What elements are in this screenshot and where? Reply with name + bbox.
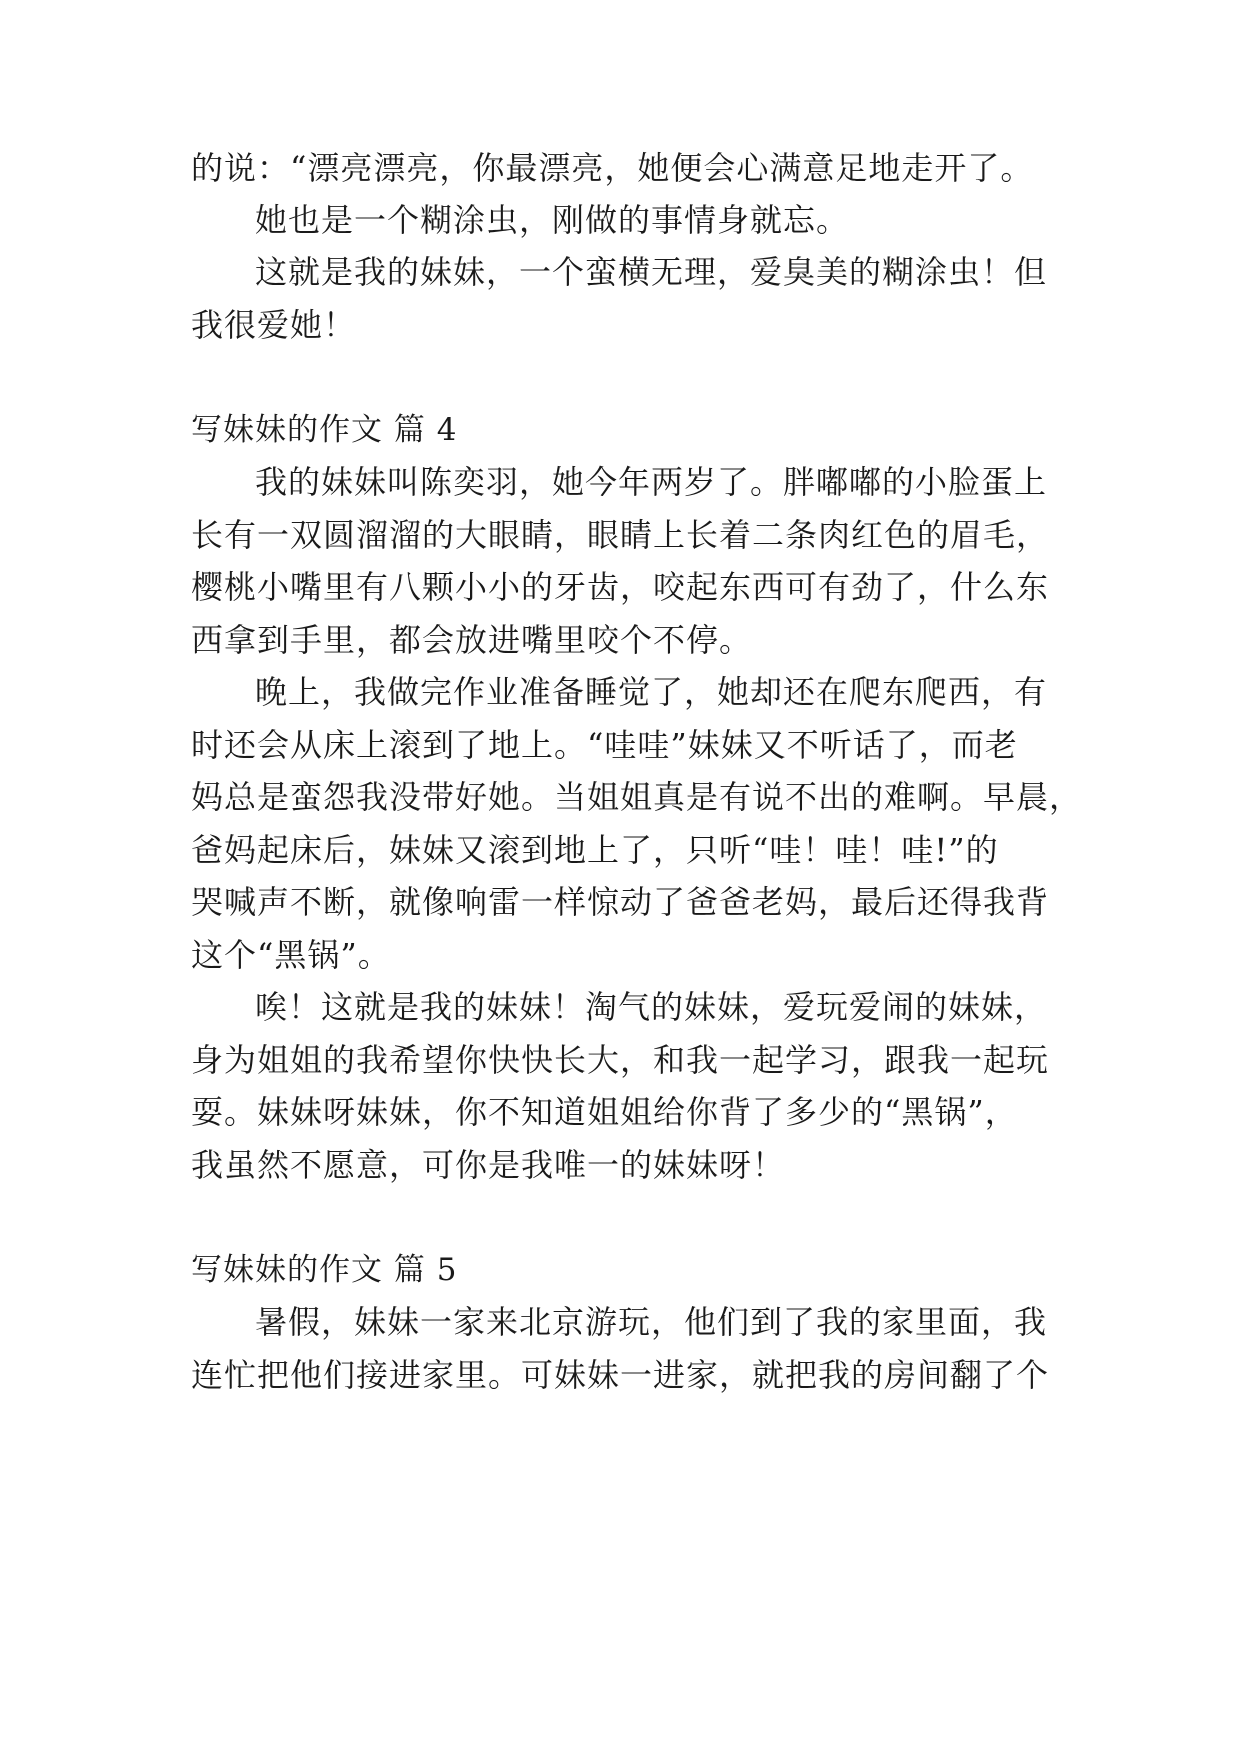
section-heading: 写妹妹的作文 篇 4: [191, 412, 458, 448]
paragraph-line: 晚上，我做完作业准备睡觉了，她却还在爬东爬西，有: [255, 673, 1048, 711]
paragraph-line: 时还会从床上滚到了地上。“哇哇”妹妹又不听话了，而老: [191, 726, 1018, 764]
paragraph-line: 这就是我的妹妹，一个蛮横无理，爱臭美的糊涂虫！但: [255, 253, 1048, 291]
paragraph-line: 这个“黑锅”。: [191, 936, 391, 974]
paragraph-line: 西拿到手里，都会放进嘴里咬个不停。: [191, 621, 753, 659]
paragraph-line: 长有一双圆溜溜的大眼睛，眼睛上长着二条肉红色的眉毛，: [191, 516, 1050, 554]
paragraph-line: 暑假，妹妹一家来北京游玩，他们到了我的家里面，我: [255, 1303, 1048, 1341]
paragraph-line: 哭喊声不断，就像响雷一样惊动了爸爸老妈，最后还得我背: [191, 883, 1050, 921]
paragraph-line: 耍。妹妹呀妹妹，你不知道姐姐给你背了多少的“黑锅”，: [191, 1093, 1018, 1131]
paragraph-line: 连忙把他们接进家里。可妹妹一进家，就把我的房间翻了个: [191, 1356, 1050, 1394]
paragraph-line: 我很爱她！: [191, 306, 357, 344]
paragraph-line: 我的妹妹叫陈奕羽，她今年两岁了。胖嘟嘟的小脸蛋上: [255, 463, 1048, 501]
paragraph-line: 妈总是蛮怨我没带好她。当姐姐真是有说不出的难啊。早晨，: [191, 778, 1083, 816]
paragraph-line: 唉！这就是我的妹妹！淘气的妹妹，爱玩爱闹的妹妹，: [255, 988, 1048, 1026]
section-heading: 写妹妹的作文 篇 5: [191, 1252, 458, 1288]
paragraph-line: 她也是一个糊涂虫，刚做的事情身就忘。: [255, 201, 850, 239]
paragraph-line: 的说：“漂亮漂亮，你最漂亮，她便会心满意足地走开了。: [191, 149, 1034, 187]
paragraph-line: 樱桃小嘴里有八颗小小的牙齿，咬起东西可有劲了，什么东: [191, 568, 1050, 606]
paragraph-line: 爸妈起床后，妹妹又滚到地上了，只听“哇！哇！哇!”的: [191, 831, 999, 869]
paragraph-line: 身为姐姐的我希望你快快长大，和我一起学习，跟我一起玩: [191, 1041, 1050, 1079]
paragraph-line: 我虽然不愿意，可你是我唯一的妹妹呀！: [191, 1146, 786, 1184]
